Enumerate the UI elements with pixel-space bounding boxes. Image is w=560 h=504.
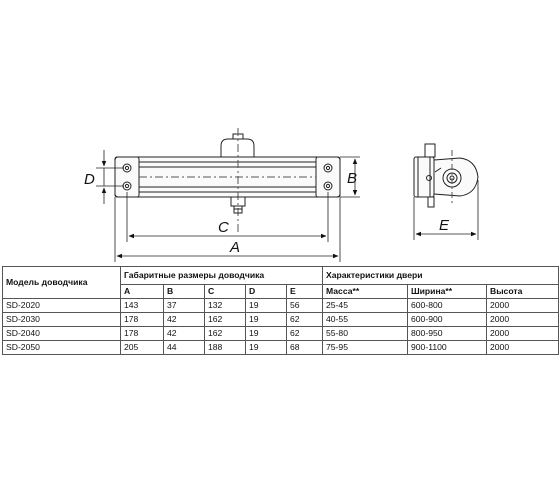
door-group-header: Характеристики двери <box>323 267 559 285</box>
table-group-header-row <box>3 267 559 285</box>
dimensions-group-header: Габаритные размеры доводчика <box>121 267 323 285</box>
table-cell: 2000 <box>487 299 559 313</box>
column-header: D <box>246 285 287 299</box>
column-header: A <box>121 285 164 299</box>
closer-front-view <box>115 128 340 232</box>
model-cell: SD-2040 <box>3 327 121 341</box>
model-header: Модель доводчика <box>3 267 121 299</box>
model-cell: SD-2020 <box>3 299 121 313</box>
table-row <box>3 313 559 327</box>
column-header: Высота <box>487 285 559 299</box>
table-cell: 162 <box>205 313 246 327</box>
table-cell: 143 <box>121 299 164 313</box>
table-row <box>3 299 559 313</box>
column-header: E <box>287 285 323 299</box>
dim-label-c: C <box>218 219 229 236</box>
closer-side-view <box>414 144 478 207</box>
table-cell: 68 <box>287 341 323 355</box>
table-cell: 75-95 <box>323 341 408 355</box>
table-cell: 19 <box>246 313 287 327</box>
table-cell: 132 <box>205 299 246 313</box>
table-cell: 40-55 <box>323 313 408 327</box>
table-cell: 2000 <box>487 327 559 341</box>
table-cell: 25-45 <box>323 299 408 313</box>
table-row <box>3 327 559 341</box>
table-cell: 162 <box>205 327 246 341</box>
table-cell: 2000 <box>487 341 559 355</box>
table-cell: 19 <box>246 299 287 313</box>
dim-label-d: D <box>84 171 95 188</box>
table-cell: 62 <box>287 327 323 341</box>
dim-label-b: B <box>347 170 358 187</box>
table-row <box>3 341 559 355</box>
model-cell: SD-2030 <box>3 313 121 327</box>
table-cell: 205 <box>121 341 164 355</box>
table-cell: 600-900 <box>408 313 487 327</box>
dim-label-e: E <box>439 217 450 234</box>
table-cell: 44 <box>164 341 205 355</box>
table-cell: 600-800 <box>408 299 487 313</box>
table-cell: 19 <box>246 341 287 355</box>
table-cell: 188 <box>205 341 246 355</box>
dim-label-a: A <box>230 239 241 256</box>
table-cell: 37 <box>164 299 205 313</box>
table-cell: 62 <box>287 313 323 327</box>
column-header: C <box>205 285 246 299</box>
column-header: Масса** <box>323 285 408 299</box>
table-cell: 900-1100 <box>408 341 487 355</box>
table-cell: 55-80 <box>323 327 408 341</box>
table-cell: 178 <box>121 313 164 327</box>
model-cell: SD-2050 <box>3 341 121 355</box>
table-cell: 19 <box>246 327 287 341</box>
table-cell: 42 <box>164 313 205 327</box>
spec-table <box>2 266 559 355</box>
table-cell: 2000 <box>487 313 559 327</box>
table-cell: 56 <box>287 299 323 313</box>
table-cell: 42 <box>164 327 205 341</box>
column-header: Ширина** <box>408 285 487 299</box>
table-cell: 800-950 <box>408 327 487 341</box>
column-header: B <box>164 285 205 299</box>
table-cell: 178 <box>121 327 164 341</box>
